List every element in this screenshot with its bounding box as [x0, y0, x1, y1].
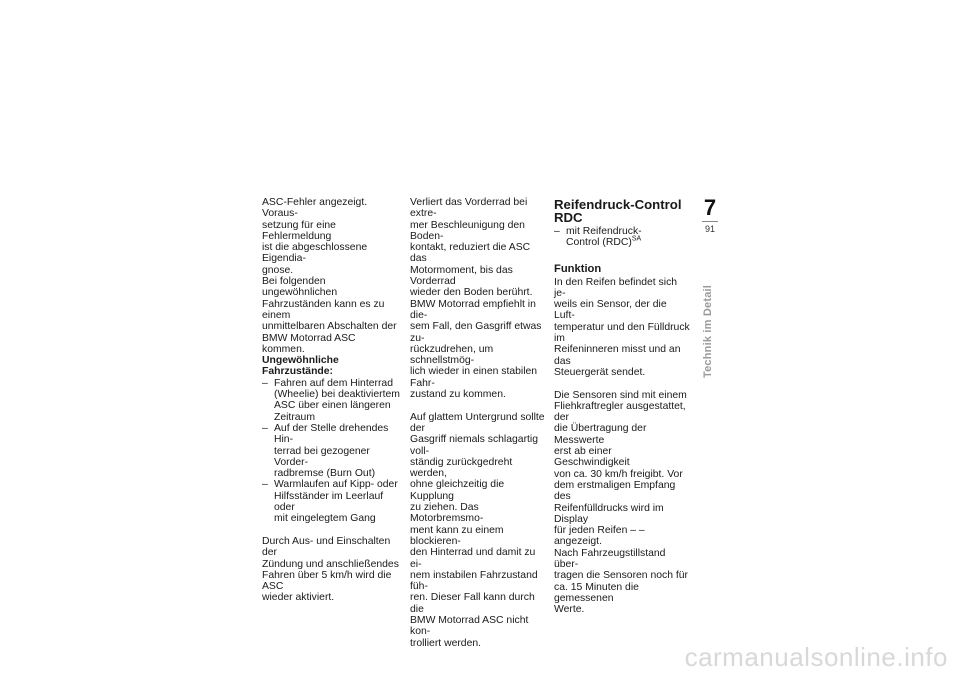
paragraph-slippery-surface: Auf glattem Untergrund sollte der Gasgriff niemals schlagartig voll- ständig zurückgedreht werden, ohne gleichzeitig die Kupplung zu ziehen. Das Motorbremsmo- ment kann zu einem blockieren- den Hinterrad und damit zu ei- nem instabilen Fahrzustand füh- ren. Dieser Fall kann durch die BMW Motorrad ASC nicht kon- trolliert werden.: [410, 411, 545, 649]
page-number: 91: [704, 224, 715, 234]
text-column-1: [262, 197, 400, 604]
paragraph-unusual-states-intro: Bei folgenden ungewöhnlichen Fahrzuständen kann es zu einem unmittelbaren Abschalten der BMW Motorrad ASC kommen.: [262, 276, 397, 355]
option-note: [554, 226, 690, 249]
text-column-3: [554, 197, 690, 616]
list-item: – Fahren auf dem Hinterrad (Wheelie) bei deaktiviertem ASC über einen längeren Zeitraum: [262, 378, 400, 423]
text-column-2: [410, 197, 548, 649]
paragraph-centrifugal-regulator: Die Sensoren sind mit einem Fliehkraftregler ausgestattet, der die Übertragung der Messwerte erst ab einer Geschwindigkeit von ca. 30 km/h freigibt. Vor dem erstmaligen Empfang des Reifenfülldrucks wird im Display für jeden Reifen – – angezeigt. Nach Fahrzeugstillstand über- tragen die Sensoren noch für ca. 15 Minuten die gemessenen Werte.: [554, 389, 689, 616]
chapter-number: 7: [703, 195, 717, 220]
paragraph-front-wheel-lift: Verliert das Vorderrad bei extre- mer Beschleunigung den Boden- kontakt, reduziert die ASC das Motormoment, bis das Vorderrad wieder den Boden berührt.: [410, 197, 533, 299]
paragraph-asc-error: ASC-Fehler angezeigt. Voraus- setzung für eine Fehlermeldung ist die abgeschlossene Eigendia- gnose.: [262, 197, 368, 276]
special-equipment-mark: SA: [631, 235, 642, 243]
chapter-marker: [700, 197, 720, 234]
unusual-states-list: [262, 378, 400, 525]
list-item: – Auf der Stelle drehendes Hin- terrad bei gezogener Vorder- radbremse (Burn Out): [262, 423, 400, 479]
paragraph-recommendation: BMW Motorrad empfiehlt in die- sem Fall, den Gasgriff etwas zu- rückzudrehen, um schnellstmög- lich wieder in einen stabilen Fahr- zustand zu kommen.: [410, 298, 542, 401]
watermark: carmanualsonline.info: [684, 642, 948, 672]
list-item: – Warmlaufen auf Kipp- oder Hilfsständer im Leerlauf oder mit eingelegtem Gang: [262, 479, 400, 524]
paragraph-reactivation: Durch Aus- und Einschalten der Zündung und anschließendes Fahren über 5 km/h wird die ASC wieder aktiviert.: [262, 535, 399, 604]
list-item: – mit Reifendruck- Control (RDC)$^{SA}$: [554, 226, 690, 249]
subheading-function: Funktion: [554, 262, 602, 275]
heading-unusual-states: Ungewöhnliche Fahrzustände:: [262, 355, 339, 378]
section-title-rdc: Reifendruck-Control RDC: [554, 197, 682, 225]
chapter-label: Technik im Detail: [702, 284, 714, 378]
chapter-divider: [702, 221, 718, 222]
paragraph-sensors: In den Reifen befindet sich je- weils ein Sensor, der die Luft- temperatur und den Fülldruck im Reifeninneren misst und an das Steuergerät sendet.: [554, 276, 690, 378]
